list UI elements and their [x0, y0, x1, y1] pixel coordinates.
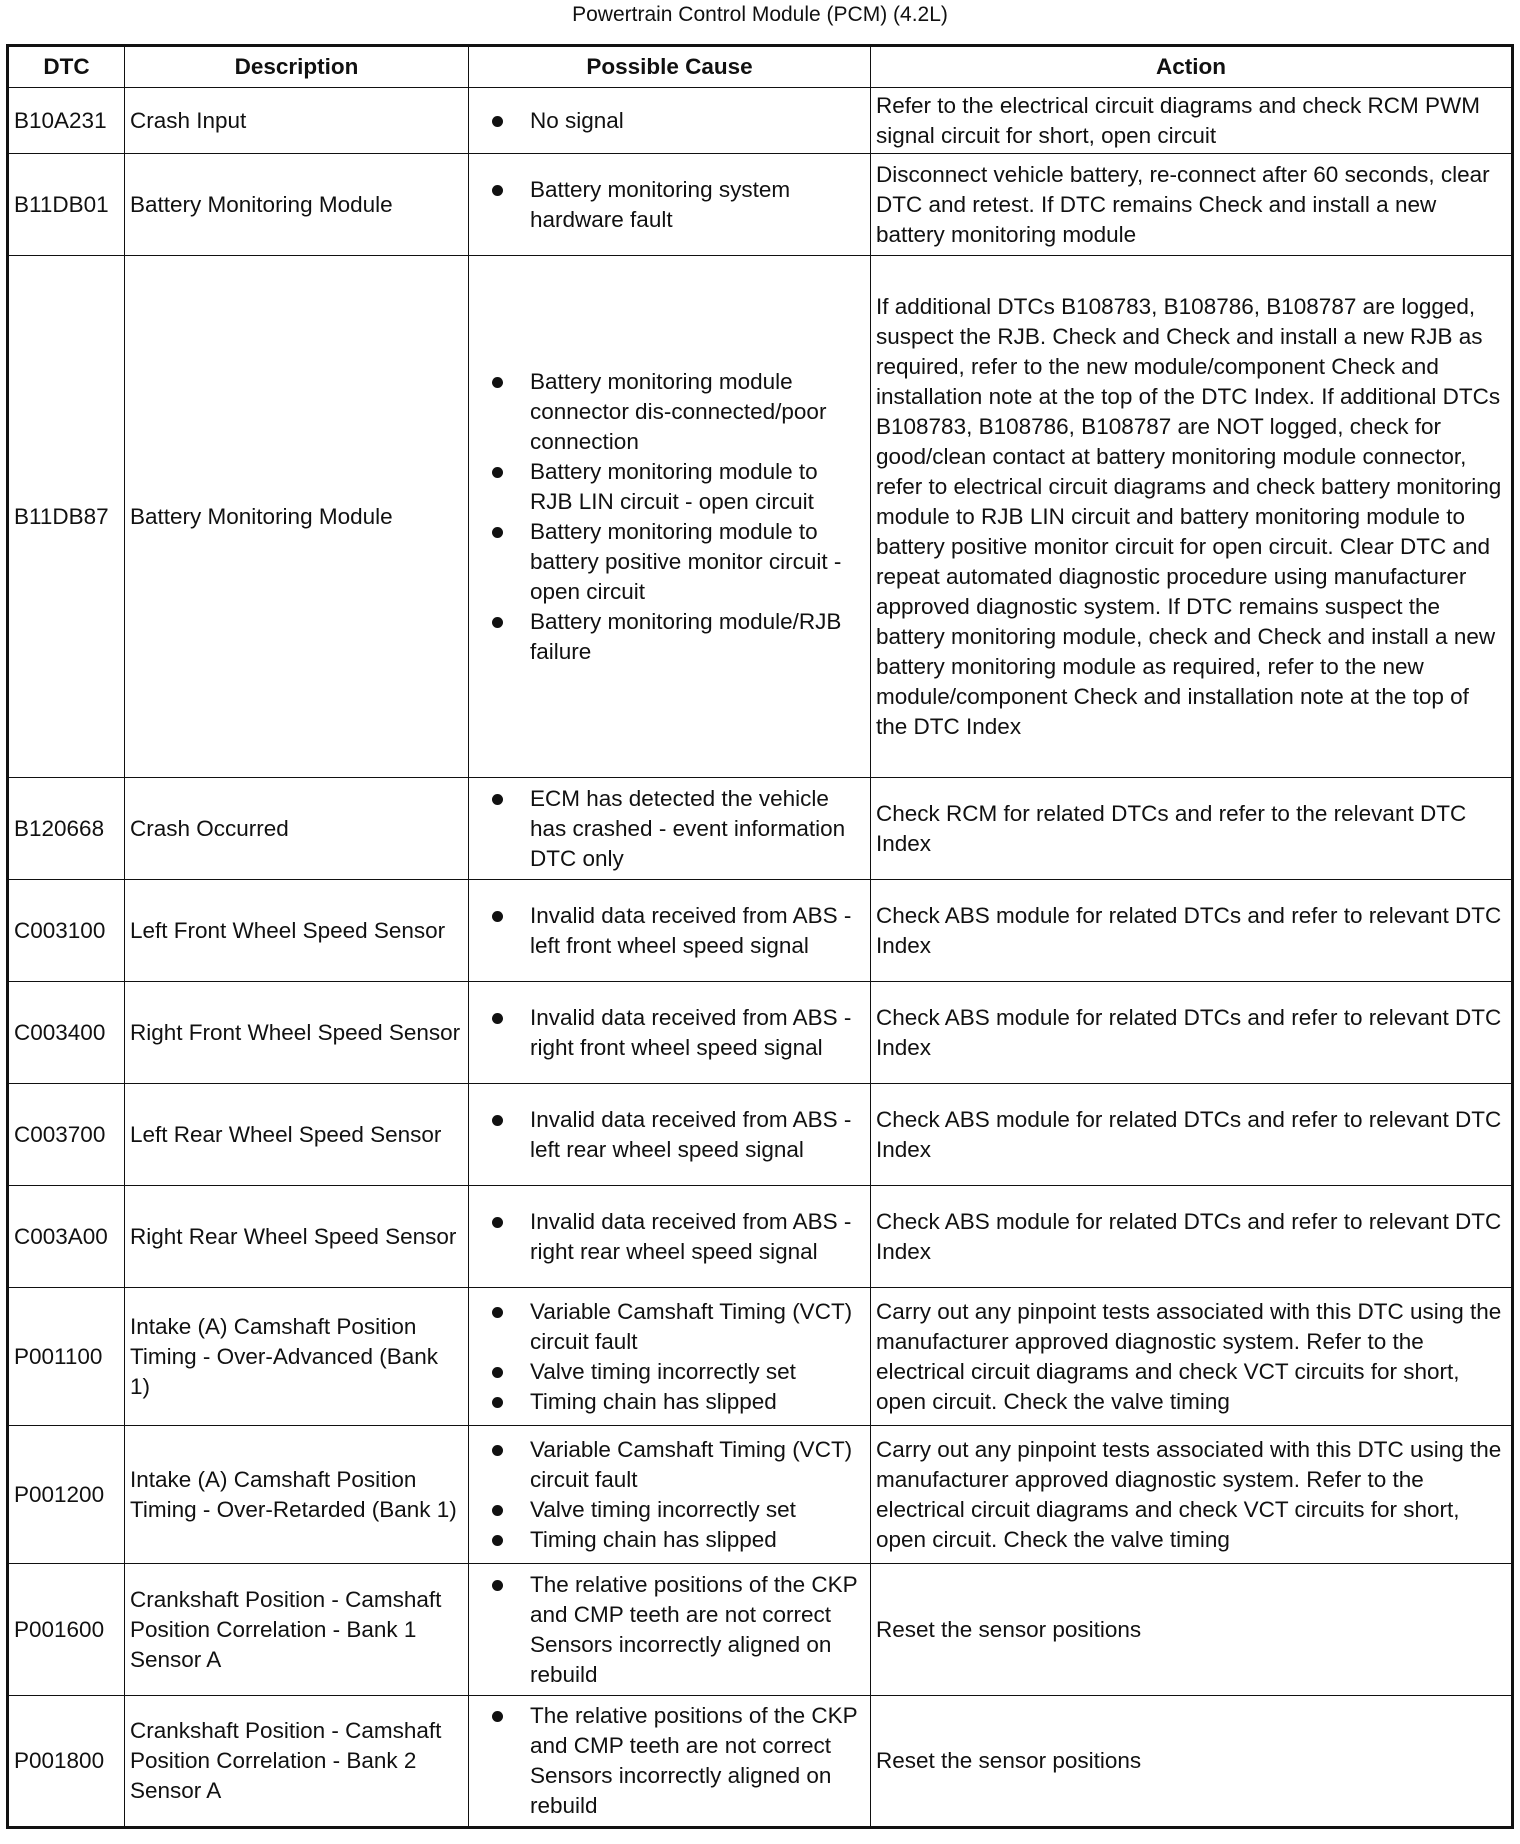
dtc-description: Crash Occurred [125, 778, 469, 880]
dtc-description: Battery Monitoring Module [125, 154, 469, 256]
action-text: Check ABS module for related DTCs and refer to relevant DTC Index [871, 982, 1513, 1084]
table-row [8, 1084, 1513, 1186]
cause-item: Battery monitoring module/RJB failure [488, 607, 865, 667]
dtc-description: Intake (A) Camshaft Position Timing - Over-Retarded (Bank 1) [125, 1426, 469, 1564]
possible-cause-cell [469, 1426, 871, 1564]
cause-item: Invalid data received from ABS - right front wheel speed signal [488, 1003, 865, 1063]
cause-item: Invalid data received from ABS - right rear wheel speed signal [488, 1207, 865, 1267]
table-row [8, 1288, 1513, 1426]
cause-list [474, 901, 865, 961]
dtc-description: Intake (A) Camshaft Position Timing - Over-Advanced (Bank 1) [125, 1288, 469, 1426]
cause-item: Variable Camshaft Timing (VCT) circuit fault [488, 1297, 865, 1357]
cause-item: Battery monitoring module to RJB LIN circuit - open circuit [488, 457, 865, 517]
dtc-code: B120668 [8, 778, 125, 880]
page-title: Powertrain Control Module (PCM) (4.2L) [572, 3, 948, 26]
cause-item: Battery monitoring module connector dis-connected/poor connection [488, 367, 865, 457]
table-row [8, 778, 1513, 880]
cause-item: Invalid data received from ABS - left rear wheel speed signal [488, 1105, 865, 1165]
dtc-description: Right Rear Wheel Speed Sensor [125, 1186, 469, 1288]
dtc-description: Crash Input [125, 88, 469, 154]
possible-cause-cell [469, 880, 871, 982]
possible-cause-cell [469, 1186, 871, 1288]
cause-list [474, 1701, 865, 1821]
cause-item: Timing chain has slipped [488, 1525, 865, 1555]
dtc-code: C003700 [8, 1084, 125, 1186]
dtc-code: B11DB87 [8, 256, 125, 778]
dtc-code: P001100 [8, 1288, 125, 1426]
action-text: Check ABS module for related DTCs and refer to relevant DTC Index [871, 1084, 1513, 1186]
action-text: Carry out any pinpoint tests associated with this DTC using the manufacturer approved diagnostic system. Refer to the electrical circuit diagrams and check VCT circuits for short, open circuit. Check the valve timing [871, 1288, 1513, 1426]
cause-item: Timing chain has slipped [488, 1387, 865, 1417]
dtc-code: B11DB01 [8, 154, 125, 256]
dtc-description: Crankshaft Position - Camshaft Position Correlation - Bank 1 Sensor A [125, 1564, 469, 1696]
dtc-description: Left Front Wheel Speed Sensor [125, 880, 469, 982]
possible-cause-cell [469, 1288, 871, 1426]
table-row [8, 880, 1513, 982]
action-text: Check RCM for related DTCs and refer to the relevant DTC Index [871, 778, 1513, 880]
dtc-table [6, 44, 1514, 1829]
cause-item: The relative positions of the CKP and CMP teeth are not correct Sensors incorrectly aligned on rebuild [488, 1570, 865, 1690]
cause-item: Invalid data received from ABS - left front wheel speed signal [488, 901, 865, 961]
action-text: Disconnect vehicle battery, re-connect after 60 seconds, clear DTC and retest. If DTC remains Check and install a new battery monitoring module [871, 154, 1513, 256]
dtc-code: P001200 [8, 1426, 125, 1564]
dtc-code: B10A231 [8, 88, 125, 154]
column-header-action: Action [871, 46, 1513, 88]
action-text: Check ABS module for related DTCs and refer to relevant DTC Index [871, 880, 1513, 982]
cause-item: The relative positions of the CKP and CMP teeth are not correct Sensors incorrectly aligned on rebuild [488, 1701, 865, 1821]
table-row [8, 1426, 1513, 1564]
cause-list [474, 175, 865, 235]
cause-list [474, 1435, 865, 1555]
dtc-code: P001600 [8, 1564, 125, 1696]
table-row [8, 88, 1513, 154]
cause-item: Battery monitoring module to battery positive monitor circuit - open circuit [488, 517, 865, 607]
dtc-code: C003A00 [8, 1186, 125, 1288]
possible-cause-cell [469, 1564, 871, 1696]
cause-list [474, 367, 865, 667]
dtc-code: P001800 [8, 1696, 125, 1828]
dtc-description: Battery Monitoring Module [125, 256, 469, 778]
table-row [8, 1186, 1513, 1288]
possible-cause-cell [469, 154, 871, 256]
action-text: If additional DTCs B108783, B108786, B108787 are logged, suspect the RJB. Check and Check and install a new RJB as required, refer to the new module/component Check and installation note at the top of the DTC Index. If additional DTCs B108783, B108786, B108787 are NOT logged, check for good/clean contact at battery monitoring module connector, refer to electrical circuit diagrams and check battery monitoring module to RJB LIN circuit and battery monitoring module to battery positive monitor circuit for open circuit. Clear DTC and repeat automated diagnostic procedure using manufacturer approved diagnostic system. If DTC remains suspect the battery monitoring module, check and Check and install a new battery monitoring module as required, refer to the new module/component Check and installation note at the top of the DTC Index [871, 256, 1513, 778]
dtc-code: C003400 [8, 982, 125, 1084]
table-row [8, 982, 1513, 1084]
column-header-dtc: DTC [8, 46, 125, 88]
cause-list [474, 106, 865, 136]
dtc-description: Right Front Wheel Speed Sensor [125, 982, 469, 1084]
table-row [8, 1696, 1513, 1828]
table-row [8, 256, 1513, 778]
table-row [8, 154, 1513, 256]
dtc-description: Crankshaft Position - Camshaft Position Correlation - Bank 2 Sensor A [125, 1696, 469, 1828]
possible-cause-cell [469, 1084, 871, 1186]
cause-item: Valve timing incorrectly set [488, 1357, 865, 1387]
action-text: Refer to the electrical circuit diagrams and check RCM PWM signal circuit for short, open circuit [871, 88, 1513, 154]
action-text: Reset the sensor positions [871, 1564, 1513, 1696]
table-body [8, 88, 1513, 1828]
possible-cause-cell [469, 982, 871, 1084]
cause-list [474, 1570, 865, 1690]
possible-cause-cell [469, 256, 871, 778]
possible-cause-cell [469, 1696, 871, 1828]
cause-item: Valve timing incorrectly set [488, 1495, 865, 1525]
action-text: Check ABS module for related DTCs and refer to relevant DTC Index [871, 1186, 1513, 1288]
dtc-description: Left Rear Wheel Speed Sensor [125, 1084, 469, 1186]
cause-list [474, 1105, 865, 1165]
cause-item: ECM has detected the vehicle has crashed - event information DTC only [488, 784, 865, 874]
column-header-description: Description [125, 46, 469, 88]
cause-list [474, 1003, 865, 1063]
cause-list [474, 784, 865, 874]
cause-list [474, 1207, 865, 1267]
cause-list [474, 1297, 865, 1417]
action-text: Carry out any pinpoint tests associated with this DTC using the manufacturer approved diagnostic system. Refer to the electrical circuit diagrams and check VCT circuits for short, open circuit. Check the valve timing [871, 1426, 1513, 1564]
table-row [8, 1564, 1513, 1696]
possible-cause-cell [469, 778, 871, 880]
cause-item: Battery monitoring system hardware fault [488, 175, 865, 235]
cause-item: No signal [488, 106, 865, 136]
table-header-row [8, 46, 1513, 88]
action-text: Reset the sensor positions [871, 1696, 1513, 1828]
dtc-code: C003100 [8, 880, 125, 982]
cause-item: Variable Camshaft Timing (VCT) circuit fault [488, 1435, 865, 1495]
possible-cause-cell [469, 88, 871, 154]
column-header-possible-cause: Possible Cause [469, 46, 871, 88]
